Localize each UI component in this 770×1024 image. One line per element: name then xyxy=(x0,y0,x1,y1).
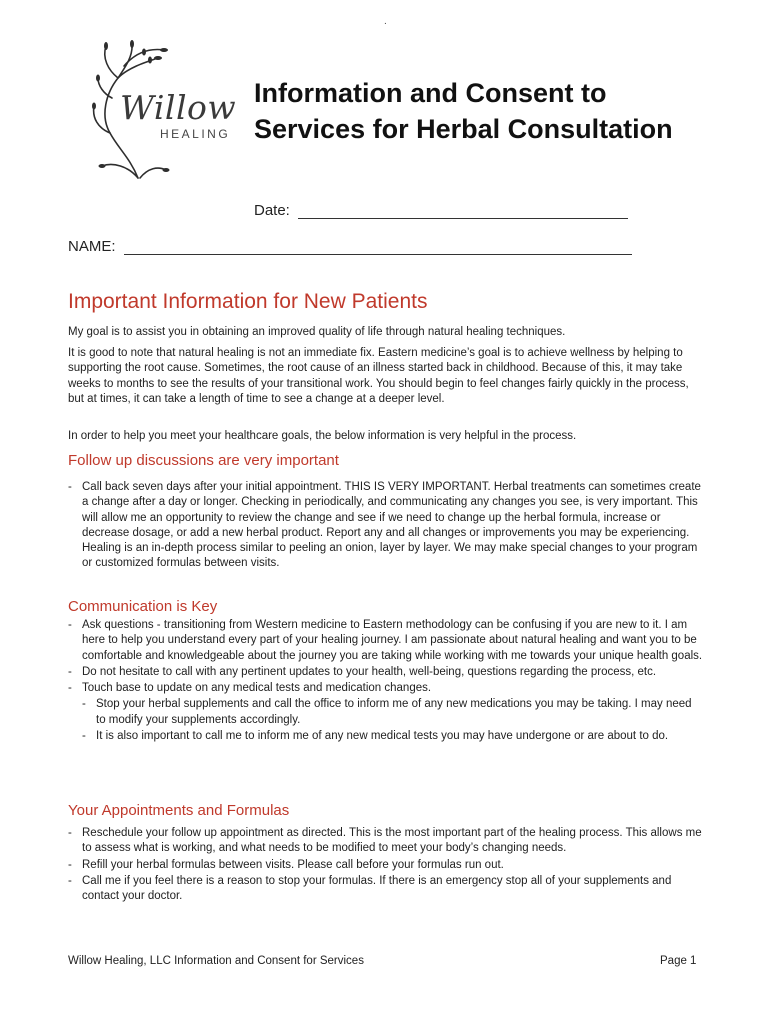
section-heading-appointments: Your Appointments and Formulas xyxy=(68,802,290,819)
list-item: - Call me if you feel there is a reason to stop your formulas. If there is an emergency stop all of your supplements and contact your doctor. xyxy=(68,874,704,905)
date-input-line[interactable] xyxy=(298,204,628,219)
list-item xyxy=(68,681,704,744)
logo-wordmark: Willow xyxy=(120,88,237,127)
list-item: - Refill your herbal formulas between visits. Please call before your formulas run out. xyxy=(68,858,704,873)
name-field xyxy=(68,238,632,255)
footer-text: Willow Healing, LLC Information and Consent for Services xyxy=(68,955,364,967)
appointments-list xyxy=(68,826,704,905)
section-heading-new-patients: Important Information for New Patients xyxy=(68,290,428,313)
page-number: Page 1 xyxy=(660,955,697,967)
top-mark: . xyxy=(384,16,387,27)
paragraph-help: In order to help you meet your healthcare goals, the below information is very helpful in the process. xyxy=(68,430,577,442)
list-item: - Call back seven days after your initial appointment. THIS IS VERY IMPORTANT. Herbal treatments can sometimes create a change after a day or longer. Checking in periodically, and communicating any changes you see, is very important. This will allow me an opportunity to review the change and see if we need to change up the herbal formula, increase or decrease dosage, or add a new herbal product. Report any and all changes or improvements you may be experiencing. Healing is an in-depth process similar to peeling an onion, layer by layer. We may make special changes to your program or customized formulas between visits. xyxy=(68,480,704,572)
paragraph-goal: My goal is to assist you in obtaining an improved quality of life through natural healing techniques. xyxy=(68,326,566,338)
page-title: Information and Consent to Services for Herbal Consultation xyxy=(254,78,673,144)
follow-up-list xyxy=(68,480,704,573)
list-item: - Do not hesitate to call with any pertinent updates to your health, well-being, questions regarding the process, etc. xyxy=(68,665,704,680)
communication-sublist xyxy=(82,697,704,744)
date-label: Date: xyxy=(254,202,290,219)
list-item: - Ask questions - transitioning from Western medicine to Eastern methodology can be confusing if you are new to it. I am here to help you understand every part of your healing journey. I am passionate about natural healing and want you to be comfortable and knowledgeable about the journey you are taking while working with me towards your unique health goals. xyxy=(68,618,704,664)
name-label: NAME: xyxy=(68,238,116,255)
communication-list xyxy=(68,618,704,745)
sublist-item: - Stop your herbal supplements and call the office to inform me of any new medications you may be taking. I may need to modify your supplements accordingly. xyxy=(82,697,704,728)
section-heading-follow-up: Follow up discussions are very important xyxy=(68,452,339,469)
logo-subtitle: HEALING xyxy=(160,127,231,141)
section-heading-communication: Communication is Key xyxy=(68,598,218,615)
name-input-line[interactable] xyxy=(124,240,632,255)
list-item-text: Touch base to update on any medical tests and medication changes. xyxy=(82,682,432,695)
list-item: - Reschedule your follow up appointment as directed. This is the most important part of the healing process. This allows me to assess what is working, and what needs to be modified to meet your body’s changing needs. xyxy=(68,826,704,857)
date-field xyxy=(254,202,628,219)
sublist-item: - It is also important to call me to inform me of any new medical tests you may have undergone or are about to do. xyxy=(82,729,704,744)
paragraph-natural-healing: It is good to note that natural healing is not an immediate fix. Eastern medicine’s goal is to achieve wellness by helping to supporting the root cause. Sometimes, the root cause of an illness started back in childhood. Because of this, it may take weeks to months to see the results of your transitional work. You should begin to feel changes fairly quickly in the process, but at times, it can take a length of time to see a change at a deeper level. xyxy=(68,347,689,405)
